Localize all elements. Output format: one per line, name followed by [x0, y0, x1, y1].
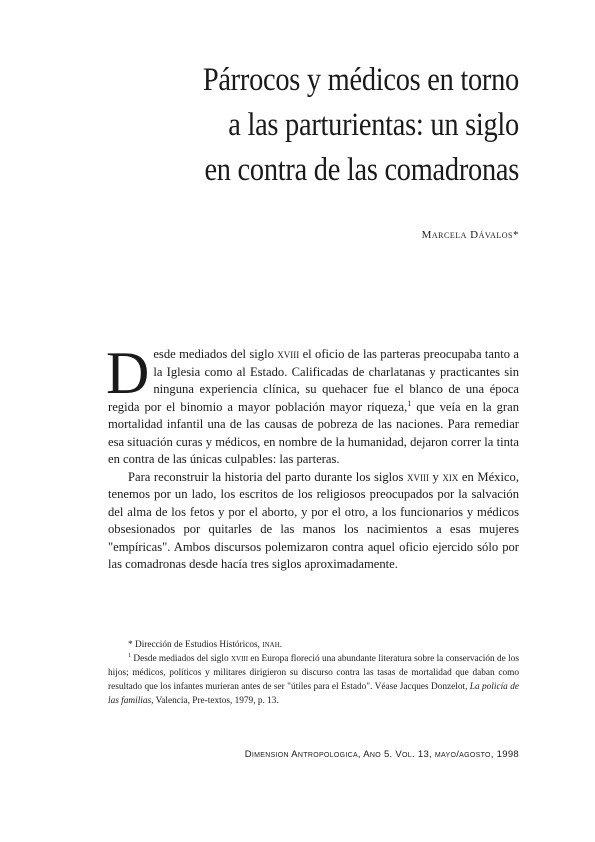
- article-body: [106, 340, 520, 574]
- footnote-1-book-title: La policía de las familias: [108, 682, 519, 706]
- drop-cap: D: [106, 340, 150, 406]
- footnote-1-marker: 1: [128, 652, 132, 659]
- p2-text-a: Para reconstruir la historia del parto durante los siglos: [128, 469, 407, 484]
- p2-century-2: xix: [442, 469, 459, 484]
- footnote-affiliation: [108, 638, 519, 652]
- title-line-2: a las parturientas: un siglo: [228, 107, 519, 143]
- title-line-3: en contra de las comadronas: [204, 152, 519, 188]
- footnote-1: [108, 652, 519, 708]
- footnote-ref-1: 1: [407, 398, 412, 408]
- p1-text-a: esde mediados del siglo: [153, 347, 278, 361]
- footnote-1-century: xviii: [230, 654, 249, 664]
- author-name: Marcela Dávalos*: [421, 229, 519, 241]
- footnote-1-text-b: en Europa floreció una abundante literatura sobre la conservación de los hijos; médicos, políticos y militares dirigieron su discurso contra las tasas de mortalidad que daban como resultado que los infantes murieran antes de ser "útiles para el Estado". Véase Jacques Donzelot,: [108, 654, 519, 692]
- footnote-star-inst: inah: [262, 640, 280, 650]
- p2-century-1: xviii: [406, 469, 429, 484]
- footnote-1-text-c: , Valencia, Pre-textos, 1979, p. 13.: [151, 696, 279, 706]
- footnote-1-text-a: Desde mediados del siglo: [131, 654, 231, 664]
- p1-text-b: el oficio de las parteras preocupaba tanto a la Iglesia como al Estado. Calificadas de charlatanas y practicantes sin ninguna experiencia clínica, su quehacer fue el blanco de una época regida por el binomio a mayor población mayor riqueza,: [108, 347, 519, 414]
- journal-footer: Dimension Antropologica, Ano 5. Vol. 13, mayo/agosto, 1998: [244, 749, 519, 760]
- article-title: [158, 58, 519, 193]
- p1-century: xviii: [277, 347, 300, 361]
- paragraph-1: [106, 340, 520, 469]
- footnote-star-text: Dirección de Estudios Históricos,: [134, 640, 263, 650]
- footnotes: [108, 638, 519, 708]
- footnote-star-end: .: [279, 640, 283, 650]
- p1-text-c: que veía en la gran mortalidad infantil una de las causas de pobreza de las naciones. Para remediar esa situación curas y médicos, en nombre de la humanidad, dejaron correr la tinta en contra de las únicas culpables: las parteras.: [108, 399, 520, 466]
- p2-text-mid: y: [428, 469, 443, 484]
- p2-text-b: en México, tenemos por un lado, los escritos de los religiosos preocupados por la salvación del alma de los fetos y por el aborto, y por el otro, a los funcionarios y médicos obsesionados por quitarles de las manos los nacimientos a esas mujeres "empíricas". Ambos discursos polemizaron contra aquel oficio ejercido sólo por las comadronas desde hacía tres siglos aproximadamente.: [108, 469, 519, 571]
- footnote-star-marker: *: [128, 640, 135, 650]
- title-line-1: Párrocos y médicos en torno: [202, 62, 519, 98]
- paragraph-2: [108, 469, 519, 574]
